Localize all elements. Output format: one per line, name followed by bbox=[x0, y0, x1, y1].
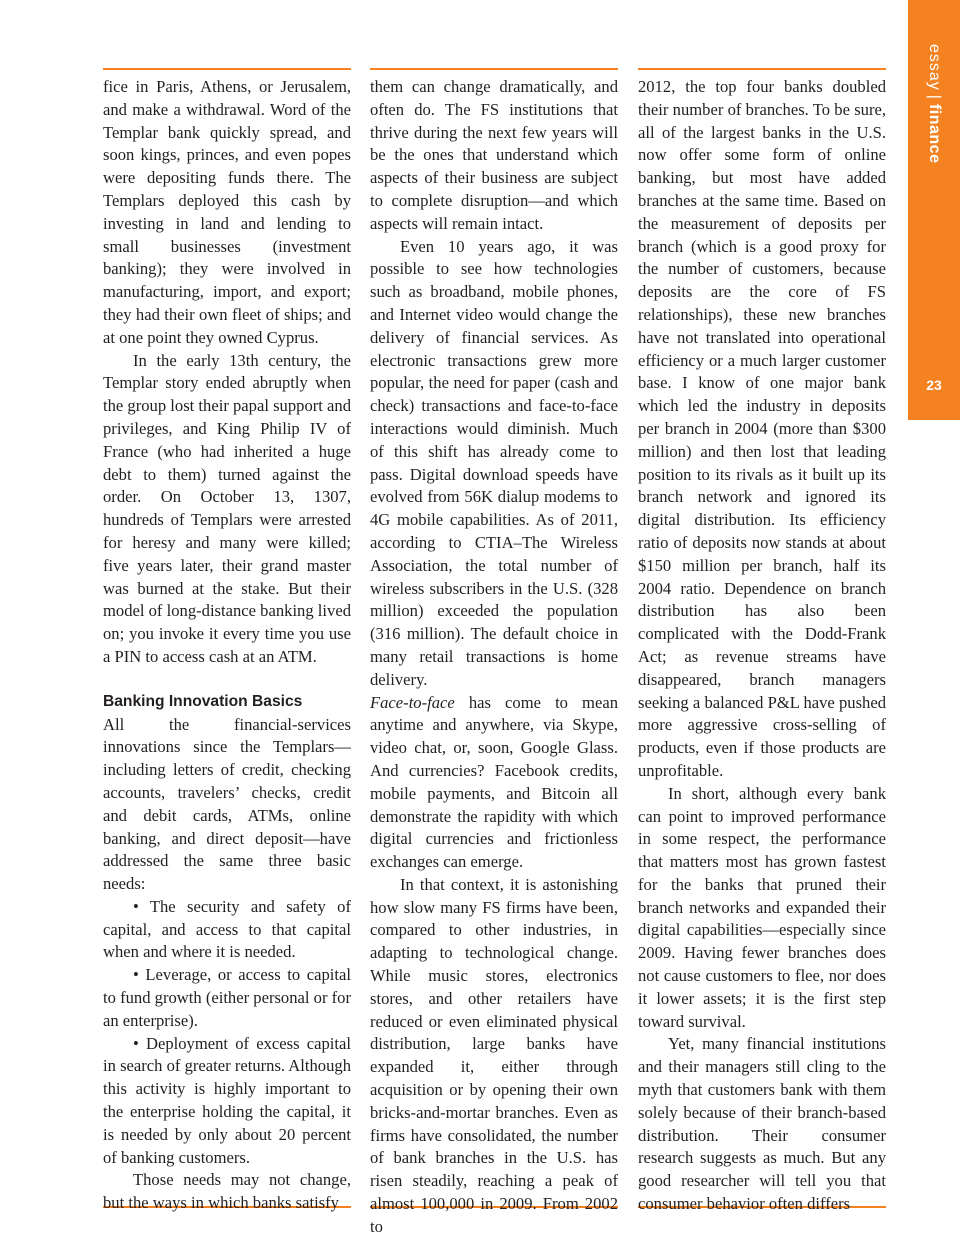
section-label bbox=[925, 44, 943, 163]
page-number: 23 bbox=[926, 377, 942, 393]
section-tab bbox=[908, 0, 960, 420]
emphasis-text: Face-to-face bbox=[370, 692, 455, 712]
paragraph: 2012, the top four banks doubled their number of branches. To be sure, all of the largest banks in the U.S. now offer some form of online banking, but most have added branches at the same time. Based on the measurement of deposits per branch (which is a good proxy for the number of customers, because deposits are the core of FS relationships), these new branches have not translated into operational efficiency or a much larger customer base. I know of one major bank which led the industry in deposits per branch in 2004 (more than $300 million) and then lost that leading position to its rivals as it built up its branch network and ignored its digital distribution. Its efficiency ratio of deposits now stands at about $150 million per branch, half its 2004 ratio. Dependence on branch distribution has also been complicated with the Dodd-Frank Act; as revenue streams have disappeared, branch managers seeking a balanced P&L have pushed more aggressive cross-selling of products, even if those products are unprofitable. bbox=[638, 77, 886, 780]
bullet-item: • The security and safety of capital, and access to that capital when and where it is needed. bbox=[103, 896, 351, 962]
paragraph: Yet, many financial institutions and their managers still cling to the myth that customers bank with them solely because of their branch-based distribution. Their consumer research suggests as much. But any good researcher will tell you that consumer behavior often differs bbox=[638, 1034, 886, 1214]
paragraph: Those needs may not change, but the ways in which banks satisfy bbox=[103, 1170, 351, 1213]
paragraph: All the financial-services innovations since the Templars—including letters of credit, checking accounts, travelers’ checks, credit and debit cards, ATMs, online banking, and direct deposit—have addressed the same three basic needs: bbox=[103, 714, 351, 894]
section-label-bold: finance bbox=[926, 103, 943, 164]
bullet-item: • Leverage, or access to capital to fund growth (either personal or for an enterprise). bbox=[103, 965, 351, 1030]
text-column-2 bbox=[370, 68, 618, 1236]
paragraph: Even 10 years ago, it was possible to see how technologies such as broadband, mobile phones, and Internet video would change the delivery of financial services. As electronic transactions grew more popular, the need for paper (cash and check) transactions and face-to-face interactions would diminish. Much of this shift has already come to pass. Digital download speeds have evolved from 56K dialup modems to 4G mobile capabilities. As of 2011, according to CTIA–The Wireless Association, the total number of wireless subscribers in the U.S. (328 million) exceeded the population (316 million). The default choice in many retail transactions is home delivery. bbox=[370, 236, 618, 689]
section-heading: Banking Innovation Basics bbox=[103, 692, 303, 710]
paragraph: In that context, it is astonishing how slow many FS firms have been, compared to other industries, in adapting to technological change. While music stores, electronics stores, and other retailers have reduced or even eliminated physical distribution, large banks have expanded it, either through acquisition or by opening their own bricks-and-mortar branches. Even as firms have consolidated, the number of bank branches in the U.S. has risen steadily, reaching a peak of almost 100,000 in 2009. From 2002 to bbox=[370, 874, 618, 1236]
text-column-1 bbox=[103, 68, 351, 1213]
bullet-item: • Deployment of excess capital in search of greater returns. Although this activity is highly important to the enterprise holding the capital, it is needed by only about 20 percent of banking customers. bbox=[103, 1033, 351, 1167]
section-separator: | bbox=[926, 94, 943, 100]
text-column-3 bbox=[638, 68, 886, 1214]
paragraph: fice in Paris, Athens, or Jerusalem, and make a withdrawal. Word of the Templar bank quickly spread, and soon kings, princes, and even popes were depositing funds there. The Templars deployed this cash by investing in land and lending to small businesses (investment banking); they were involved in manufacturing, import, and export; they had their own fleet of ships; and at one point they owned Cyprus. bbox=[103, 77, 351, 347]
paragraph-continuation bbox=[370, 692, 618, 874]
paragraph-text: has come to mean anytime and anywhere, via Skype, video chat, or, soon, Google Glass. And currencies? Facebook credits, mobile payments, and Bitcoin all demonstrate the rapidity with which digital currencies and frictionless exchanges can emerge. bbox=[370, 692, 618, 872]
paragraph: In short, although every bank can point to improved performance in some respect, the performance that matters most has grown fastest for the banks that pruned their branch networks and expanded their digital capabilities—especially since 2009. Having fewer branches does not cause customers to flee, nor does it lower assets; it is the first step toward survival. bbox=[638, 783, 886, 1031]
section-label-light: essay bbox=[926, 44, 943, 91]
paragraph: In the early 13th century, the Templar story ended abruptly when the group lost their papal support and privileges, and King Philip IV of France (who had inherited a huge debt to them) turned against the order. On October 13, 1307, hundreds of Templars were arrested for heresy and many were killed; five years later, their grand master was burned at the stake. But their model of long-distance banking lived on; you invoke it every time you use a PIN to access cash at an ATM. bbox=[103, 350, 351, 666]
paragraph: them can change dramatically, and often do. The FS institutions that thrive during the next few years will be the ones that understand which aspects of their business are subject to complete disruption—and which aspects will remain intact. bbox=[370, 77, 618, 233]
